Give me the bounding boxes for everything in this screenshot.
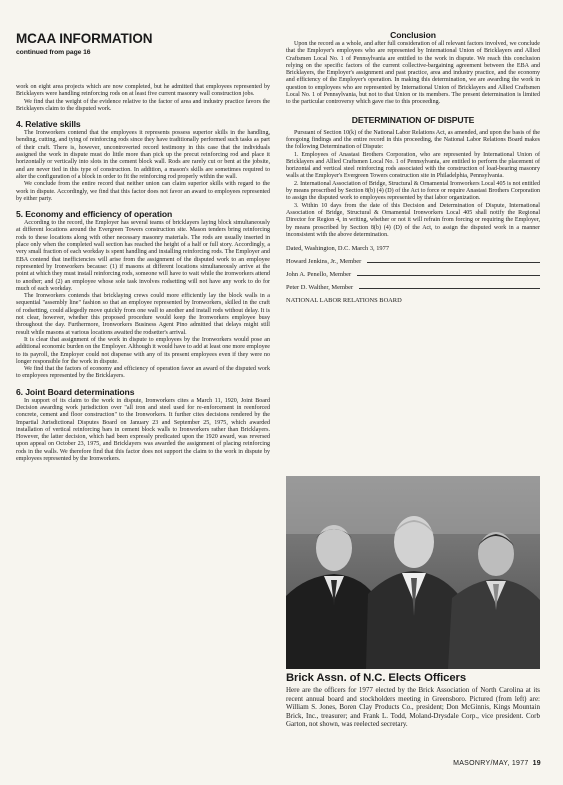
body-paragraph: We conclude from the entire record that neither union can claim superior skills with regard to the work in dispute. Accordingly, we find that this factor does not favor an award to employees represented by either party. [16,181,270,202]
photo-caption: Here are the officers for 1977 elected by the Brick Association of North Carolina at its recent annual board and stockholders meeting in Greensboro. Pictured (from left) are: William S. Jones, Boren Clay Products Co., president; Don McGinnis, Kings Mountain Brick, Inc., treasurer; and Frank L. Todd, Moland-Drysdale Corp., vice president. Corb Garton, not shown, was reelected secretary. [286,686,540,728]
body-paragraph: Upon the record as a whole, and after full consideration of all relevant factors involved, we conclude that the Employer's employees who are represented by International Union of Bricklayers and Allied Craftsmen Local No. 1 of Pennsylvania are entitled to the work in dispute. We reach this conclusion relying on the specific factors of the current collective-bargaining agreement between the EBA and Bricklayers, the Employer's assignment and past practice, area and industry practice, and the economy and efficiency of the Employer's operation. In making this determination, we are awarding the work in question to employees who are represented by International Union of Bricklayers and Allied Craftsmen Local No. 1 of Pennsylvania, but not to that Union or its members. The present determination is limited to the particular controversy which gave rise to this proceeding. [286,41,540,106]
signature-name: Peter D. Walther, Member [286,284,354,292]
officers-photo [286,476,540,669]
page-number: 19 [532,760,541,767]
board-name: NATIONAL LABOR RELATIONS BOARD [286,297,402,305]
photo-headline: Brick Assn. of N.C. Elects Officers [286,672,467,684]
section-heading: 5. Economy and efficiency of operation [16,209,173,220]
publication-name: MASONRY/MAY, 1977 [453,760,529,767]
intro-paragraph: We find that the weight of the evidence relative to the factor of area and industry practice favors the Bricklayers claim to the disputed work. [16,98,270,112]
signature-line [286,284,540,291]
body-paragraph: 3. Within 10 days from the date of this Decision and Determination of Dispute, International Association of Bridge, Structural & Ornamental Ironworkers Local 405 shall notify the Regional Director for Region 4, in writing, whether or not it will refrain from forcing or requiring the Employer, by means proscribed by Section 8(b) (4) (D) of the Act, to assign the disputed work in a manner inconsistent with the above determination. [286,202,540,238]
dated-line: Dated, Washington, D.C. March 3, 1977 [286,245,390,253]
page-title: MCAA INFORMATION [16,31,153,46]
body-paragraph: Pursuant of Section 10(k) of the National Labor Relations Act, as amended, and upon the basis of the foregoing findings and the entire record in this proceeding, the National Labor Relations Board makes the following Determination of Dispute: [286,129,540,151]
body-paragraph: It is clear that assignment of the work in dispute to employees by the Ironworkers would pose an additional economic burden on the Employer. Although it would have to add at least one more employee to its payroll, the Employer could not dispense with any of its present employees even if they were no longer responsible for the work in dispute. [16,336,270,365]
signature-rule [367,262,540,263]
signature-line [286,271,540,278]
section-heading: Conclusion [390,30,436,40]
signature-rule [357,275,540,276]
body-paragraph: 1. Employees of Anastasi Brothers Corporation, who are represented by International Union of Bricklayers and Allied Craftsmen Local No. 1 of Pennsylvania, are entitled to perform the placement of horizontal and vertical steel reinforcing rods associated with the construction of load-bearing masonry walls at the Employer's Evergreen Towers construction site in Philadelphia, Pennsylvania. [286,151,540,180]
body-paragraph: We find that the factors of economy and efficiency of operation favor an award of the disputed work to employees represented by the Bricklayers. [16,366,270,380]
signature-name: Howard Jenkins, Jr., Member [286,258,362,266]
body-paragraph: The Ironworkers contends that bricklaying crews could more efficiently lay the block walls in a sequential "assembly line" fashion so that an employee represented by Ironworkers, skilled in the craft of rodsetting, could allegedly move quickly from one wall to another and install rods without delay. It is not clear, however, whether this proposed procedure would keep the Ironworkers employee busy throughout the day. Furthermore, Ironworkers Business Agent Pino admitted that delays might still result while masons at various locations awaited the rodsetter's arrival. [16,293,270,336]
section-heading: 6. Joint Board determinations [16,386,135,397]
signature-line [286,258,540,265]
officers-photo-illustration [286,476,540,669]
signature-rule [359,288,540,289]
body-paragraph: According to the record, the Employer has several teams of bricklayers laying block simultaneously at different locations around the Evergreen Towers construction site. Mason tenders bring reinforcing rods to these locations along with other necessary masonry materials. The rods are usually inserted in place only when the completed wall section has reached the height of a half or full story. Accordingly, a very small fraction of each workday is spent handling and installing reinforcing rods. The Employer and EBA contend that inefficiencies will arise from the assignment of the disputed work to an employee represented by Ironworkers because: (1) if masons at different locations simultaneously arrive at the point at which they must install reinforcing rods, someone will have to wait while the ironworkers attend to another; and (2) an employee whose sole task involves rodsetting will not have any work to do for much of each workday. [16,220,270,292]
body-paragraph: 2. International Association of Bridge, Structural & Ornamental Ironworkers Local 405 is not entitled by means proscribed by Section 8(b) (4) (D) of the Act to force or require Anastasi Brothers Corporation to assign the disputed work to employees represented by that labor organization. [286,180,540,202]
body-paragraph: The Ironworkers contend that the employees it represents possess superior skills in the handling, bending, cutting, and tying of reinforcing rods since they have traditionally performed such tasks as part of their craft. There is, however, uncontroverted record testimony in this case that the individuals assigned the work in dispute must do little more than pick up the precut reinforcing rod and place it horizontally or vertically into slots in the cement block wall. Rods are rarely cut or bent at the jobsite, and are never tied in this type of construction. In addition, a mason's skills are sometimes required to alter the configuration of a block in order to fit the reinforcing rod properly within the wall. [16,130,270,180]
signature-name: John A. Penello, Member [286,271,352,279]
section-heading: 4. Relative skills [16,119,81,130]
body-paragraph: In support of its claim to the work in dispute, Ironworkers cites a March 11, 1920, Joint Board Decision awarding work jurisdiction over "all iron and steel used for re-enforcement in reenforced concrete, cement and floor construction" to the Ironworkers. It further cites decisions rendered by the Impartial Jurisdictional Disputes Board on January 23 and September 25, 1975, which awarded installation of vertical reinforcing bars in cement block walls to Ironworkers rather than Bricklayers. However, the latter decision, which had been expressly predicated upon the 1920 award, was reversed upon appeal on October 23, 1975, and Bricklayers was awarded the assignment of placing reinforcing rods in the walls. We therefore find that this factor does not support the claim to the work in dispute by employees represented by the Ironworkers. [16,397,270,463]
continued-note: continued from page 16 [16,49,91,56]
intro-paragraph: work on eight area projects which are now completed, but he admitted that employees represented by Bricklayers were handling reinforcing rods on at least five current masonry wall construction jobs. [16,84,270,98]
page-footer [453,760,541,767]
section-heading: DETERMINATION OF DISPUTE [351,114,475,125]
